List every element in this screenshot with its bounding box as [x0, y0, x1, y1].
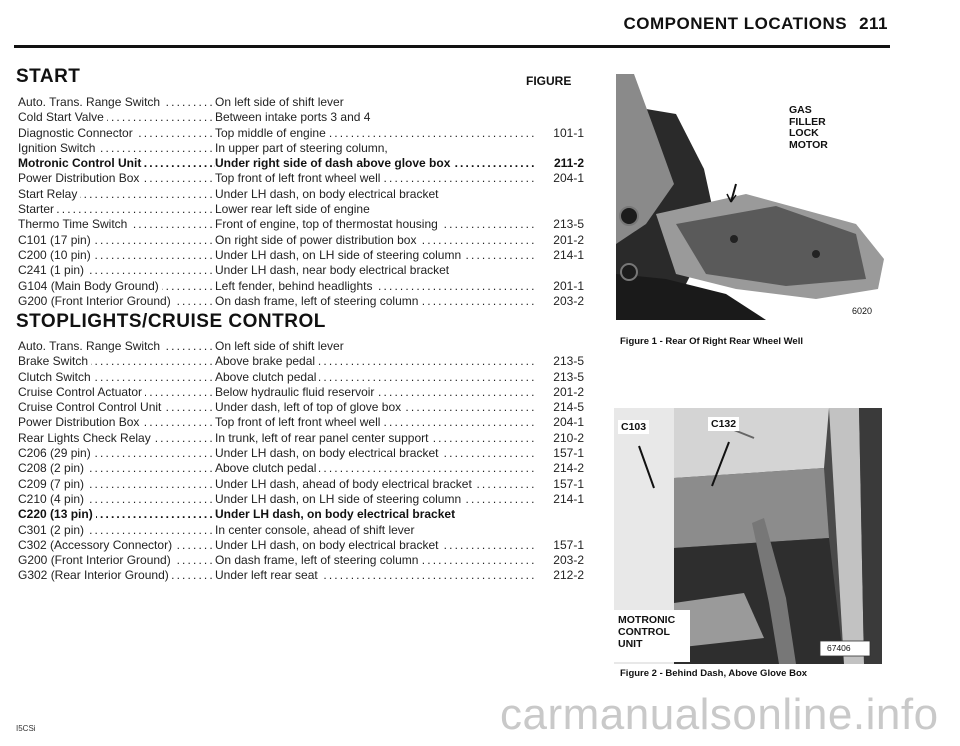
- component-location: On left side of shift lever: [215, 339, 347, 353]
- list-item: [18, 126, 584, 141]
- list-item: [18, 477, 584, 492]
- list-item: [18, 461, 584, 476]
- list-item: [18, 171, 584, 186]
- component-name: Clutch Switch: [18, 370, 94, 384]
- figure-reference: 213-5: [536, 370, 584, 385]
- watermark: carmanualsonline.info: [500, 690, 939, 739]
- figure-reference: 201-2: [536, 233, 584, 248]
- list-item: [18, 279, 584, 294]
- section-title-start: START: [16, 66, 81, 87]
- component-location: Above brake pedal: [215, 354, 318, 368]
- component-name: Auto. Trans. Range Switch: [18, 339, 163, 353]
- component-name: C206 (29 pin): [18, 446, 94, 460]
- figure-reference: 203-2: [536, 553, 584, 568]
- list-item: [18, 385, 584, 400]
- figure2-callout: MOTRONIC CONTROL UNIT: [618, 614, 676, 650]
- list-item: [18, 553, 584, 568]
- figure-reference: 214-5: [536, 400, 584, 415]
- figure1-caption: Figure 1 - Rear Of Right Rear Wheel Well: [620, 336, 803, 347]
- component-location: Under LH dash, on body electrical bracket: [215, 538, 441, 552]
- component-name: Auto. Trans. Range Switch: [18, 95, 163, 109]
- component-name: C209 (7 pin): [18, 477, 87, 491]
- section-title-stoplights: STOPLIGHTS/CRUISE CONTROL: [16, 311, 326, 332]
- page-number: 211: [859, 14, 888, 33]
- figure2-photo: [614, 398, 882, 664]
- list-item: [18, 339, 584, 354]
- component-location: Under LH dash, on LH side of steering column: [215, 248, 464, 262]
- component-location: Top front of left front wheel well: [215, 415, 383, 429]
- component-location: On dash frame, left of steering column: [215, 553, 421, 567]
- figure-reference: 204-1: [536, 415, 584, 430]
- component-location: Left fender, behind headlights: [215, 279, 375, 293]
- component-location: Below hydraulic fluid reservoir: [215, 385, 377, 399]
- component-location: Above clutch pedal: [215, 461, 319, 475]
- component-name: Rear Lights Check Relay: [18, 431, 154, 445]
- list-item: [18, 202, 584, 217]
- component-location: On dash frame, left of steering column: [215, 294, 421, 308]
- component-name: Cruise Control Actuator: [18, 385, 145, 399]
- list-item: [18, 538, 584, 553]
- component-location: Lower rear left side of engine: [215, 202, 373, 216]
- component-name: C241 (1 pin): [18, 263, 87, 277]
- component-name: Brake Switch: [18, 354, 91, 368]
- list-item: [18, 141, 584, 156]
- figure-reference: 201-2: [536, 385, 584, 400]
- page-header: [0, 14, 888, 34]
- component-location: Under LH dash, near body electrical bracket: [215, 263, 452, 277]
- component-name: G200 (Front Interior Ground): [18, 294, 174, 308]
- figure-reference: 204-1: [536, 171, 584, 186]
- component-name: Power Distribution Box: [18, 415, 142, 429]
- figure-reference: 157-1: [536, 477, 584, 492]
- list-item: [18, 187, 584, 202]
- list-item: [18, 523, 584, 538]
- list-item: [18, 95, 584, 110]
- label-c103: C103: [618, 420, 649, 434]
- component-name: C220 (13 pin): [18, 507, 96, 521]
- list-item: [18, 507, 584, 522]
- figure2-photo-number: 67406: [827, 643, 851, 653]
- component-location: On left side of shift lever: [215, 95, 347, 109]
- component-name: G200 (Front Interior Ground): [18, 553, 174, 567]
- list-item: [18, 110, 584, 125]
- stoplights-component-list: [18, 339, 584, 584]
- component-name: Power Distribution Box: [18, 171, 142, 185]
- list-item: [18, 446, 584, 461]
- component-name: Starter: [18, 202, 57, 216]
- figure-reference: 203-2: [536, 294, 584, 309]
- component-location: Above clutch pedal: [215, 370, 319, 384]
- list-item: [18, 400, 584, 415]
- list-item: [18, 217, 584, 232]
- component-name: C301 (2 pin): [18, 523, 87, 537]
- component-name: Thermo Time Switch: [18, 217, 130, 231]
- component-name: Start Relay: [18, 187, 80, 201]
- figure1-callout: GAS FILLER LOCK MOTOR: [789, 104, 828, 151]
- component-name: Cold Start Valve: [18, 110, 107, 124]
- component-location: Under left rear seat: [215, 568, 321, 582]
- list-item: [18, 354, 584, 369]
- figure-reference: 213-5: [536, 217, 584, 232]
- component-name: Motronic Control Unit: [18, 156, 144, 170]
- list-item: [18, 294, 584, 309]
- component-name: C101 (17 pin): [18, 233, 94, 247]
- component-name: C200 (10 pin): [18, 248, 94, 262]
- list-item: [18, 263, 584, 278]
- component-location: Under LH dash, on LH side of steering column: [215, 492, 464, 506]
- component-name: Diagnostic Connector: [18, 126, 136, 140]
- list-item: [18, 156, 584, 171]
- list-item: [18, 492, 584, 507]
- figure-reference: 201-1: [536, 279, 584, 294]
- rear-wheel-well-photo: [616, 74, 886, 320]
- figure-reference: 157-1: [536, 446, 584, 461]
- figure-reference: 212-2: [536, 568, 584, 583]
- component-location: Under dash, left of top of glove box: [215, 400, 404, 414]
- component-name: G104 (Main Body Ground): [18, 279, 162, 293]
- component-location: Under right side of dash above glove box: [215, 156, 453, 170]
- figure-reference: 214-1: [536, 248, 584, 263]
- figure-reference: 214-2: [536, 461, 584, 476]
- component-location: Top middle of engine: [215, 126, 329, 140]
- component-name: C208 (2 pin): [18, 461, 87, 475]
- footer-code: I5CSi: [16, 724, 36, 733]
- component-name: C210 (4 pin): [18, 492, 87, 506]
- component-name: Ignition Switch: [18, 141, 98, 155]
- component-location: Between intake ports 3 and 4: [215, 110, 373, 124]
- figure1-photo-number: 6020: [852, 306, 873, 316]
- component-location: Under LH dash, on body electrical bracket: [215, 507, 458, 521]
- component-name: C302 (Accessory Connector): [18, 538, 175, 552]
- figure1-photo: [616, 74, 886, 320]
- component-location: Top front of left front wheel well: [215, 171, 383, 185]
- figure-reference: 157-1: [536, 538, 584, 553]
- component-location: Under LH dash, ahead of body electrical bracket: [215, 477, 475, 491]
- figure-reference: 213-5: [536, 354, 584, 369]
- label-c132: C132: [708, 417, 739, 431]
- page-title: COMPONENT LOCATIONS: [623, 14, 848, 33]
- figure-reference: 210-2: [536, 431, 584, 446]
- header-rule: [14, 45, 890, 48]
- component-location: Under LH dash, on body electrical bracket: [215, 446, 441, 460]
- component-location: In trunk, left of rear panel center support: [215, 431, 431, 445]
- component-location: Under LH dash, on body electrical bracket: [215, 187, 441, 201]
- component-location: On right side of power distribution box: [215, 233, 419, 247]
- figure2-caption: Figure 2 - Behind Dash, Above Glove Box: [620, 668, 808, 679]
- list-item: [18, 415, 584, 430]
- figure-column-header: FIGURE: [526, 74, 572, 88]
- list-item: [18, 431, 584, 446]
- list-item: [18, 568, 584, 583]
- start-component-list: [18, 95, 584, 309]
- figure-reference: 214-1: [536, 492, 584, 507]
- list-item: [18, 248, 584, 263]
- list-item: [18, 233, 584, 248]
- component-location: Front of engine, top of thermostat housing: [215, 217, 441, 231]
- figure-reference: 101-1: [536, 126, 584, 141]
- component-name: Cruise Control Control Unit: [18, 400, 164, 414]
- component-name: G302 (Rear Interior Ground): [18, 568, 172, 582]
- component-location: In center console, ahead of shift lever: [215, 523, 417, 537]
- component-location: In upper part of steering column,: [215, 141, 391, 155]
- figure-reference: 211-2: [536, 156, 584, 171]
- list-item: [18, 370, 584, 385]
